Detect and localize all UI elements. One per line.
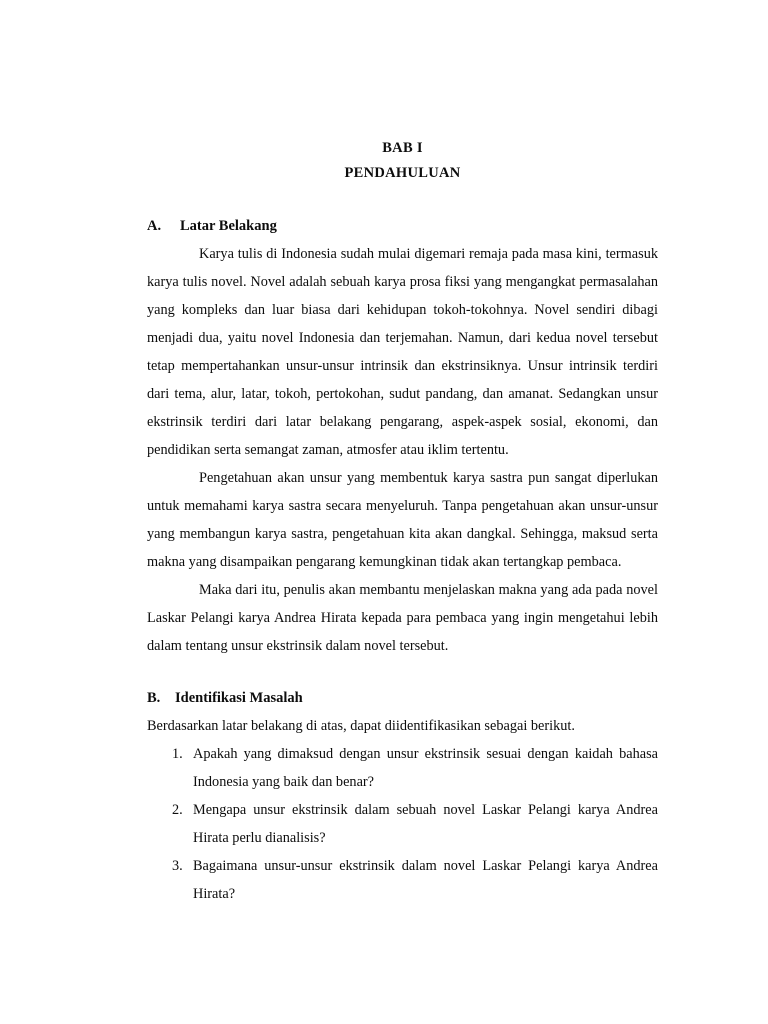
- list-item-number: 3.: [172, 858, 183, 874]
- section-heading-identifikasi-masalah: [147, 684, 658, 712]
- paragraph-latar-belakang-3: Maka dari itu, penulis akan membantu menjelaskan makna yang ada pada novel Laskar Pelangi karya Andrea Hirata kepada para pembaca yang ingin mengetahui lebih dalam tentang unsur ekstrinsik dalam novel tersebut.: [147, 582, 658, 654]
- identifikasi-question-list: [147, 740, 658, 908]
- section-letter-b: B.: [147, 690, 161, 706]
- section-spacer: [147, 660, 658, 684]
- section-title-a: Latar Belakang: [180, 218, 277, 234]
- list-item-text: Bagaimana unsur-unsur ekstrinsik dalam novel Laskar Pelangi karya Andrea Hirata?: [193, 858, 658, 902]
- section-heading-latar-belakang: [147, 212, 658, 240]
- section-title-b: Identifikasi Masalah: [175, 690, 303, 706]
- list-item: [147, 740, 658, 796]
- list-item: [147, 852, 658, 908]
- page-content: [147, 136, 658, 908]
- paragraph-latar-belakang-2: Pengetahuan akan unsur yang membentuk karya sastra pun sangat diperlukan untuk memahami karya sastra secara menyeluruh. Tanpa pengetahuan akan unsur-unsur yang membangun karya sastra, pengetahuan kita akan dangkal. Sehingga, maksud serta makna yang disampaikan pengarang kemungkinan tidak akan tertangkap pembaca.: [147, 470, 658, 570]
- paragraph-latar-belakang-1: Karya tulis di Indonesia sudah mulai digemari remaja pada masa kini, termasuk karya tulis novel. Novel adalah sebuah karya prosa fiksi yang mengangkat permasalahan yang kompleks dan luar biasa dari kehidupan tokoh-tokohnya. Novel sendiri dibagi menjadi dua, yaitu novel Indonesia dan terjemahan. Namun, dari kedua novel tersebut tetap mempertahankan unsur-unsur intrinsik dan ekstrinsiknya. Unsur intrinsik terdiri dari tema, alur, latar, tokoh, pertokohan, sudut pandang, dan amanat. Sedangkan unsur ekstrinsik terdiri dari latar belakang pengarang, aspek-aspek sosial, ekonomi, dan pendidikan serta semangat zaman, atmosfer atau iklim tertentu.: [147, 246, 658, 458]
- section-letter-a: A.: [147, 218, 162, 234]
- heading-spacer: [147, 186, 658, 212]
- list-item: [147, 796, 658, 852]
- list-item-number: 1.: [172, 746, 183, 762]
- list-item-text: Mengapa unsur ekstrinsik dalam sebuah novel Laskar Pelangi karya Andrea Hirata perlu dianalisis?: [193, 802, 658, 846]
- paragraph-identifikasi-intro: Berdasarkan latar belakang di atas, dapat diidentifikasikan sebagai berikut.: [147, 718, 575, 734]
- chapter-number-heading: BAB I: [382, 140, 423, 156]
- list-item-text: Apakah yang dimaksud dengan unsur ekstrinsik sesuai dengan kaidah bahasa Indonesia yang baik dan benar?: [193, 746, 658, 790]
- list-item-number: 2.: [172, 802, 183, 818]
- chapter-title-heading: PENDAHULUAN: [344, 165, 461, 181]
